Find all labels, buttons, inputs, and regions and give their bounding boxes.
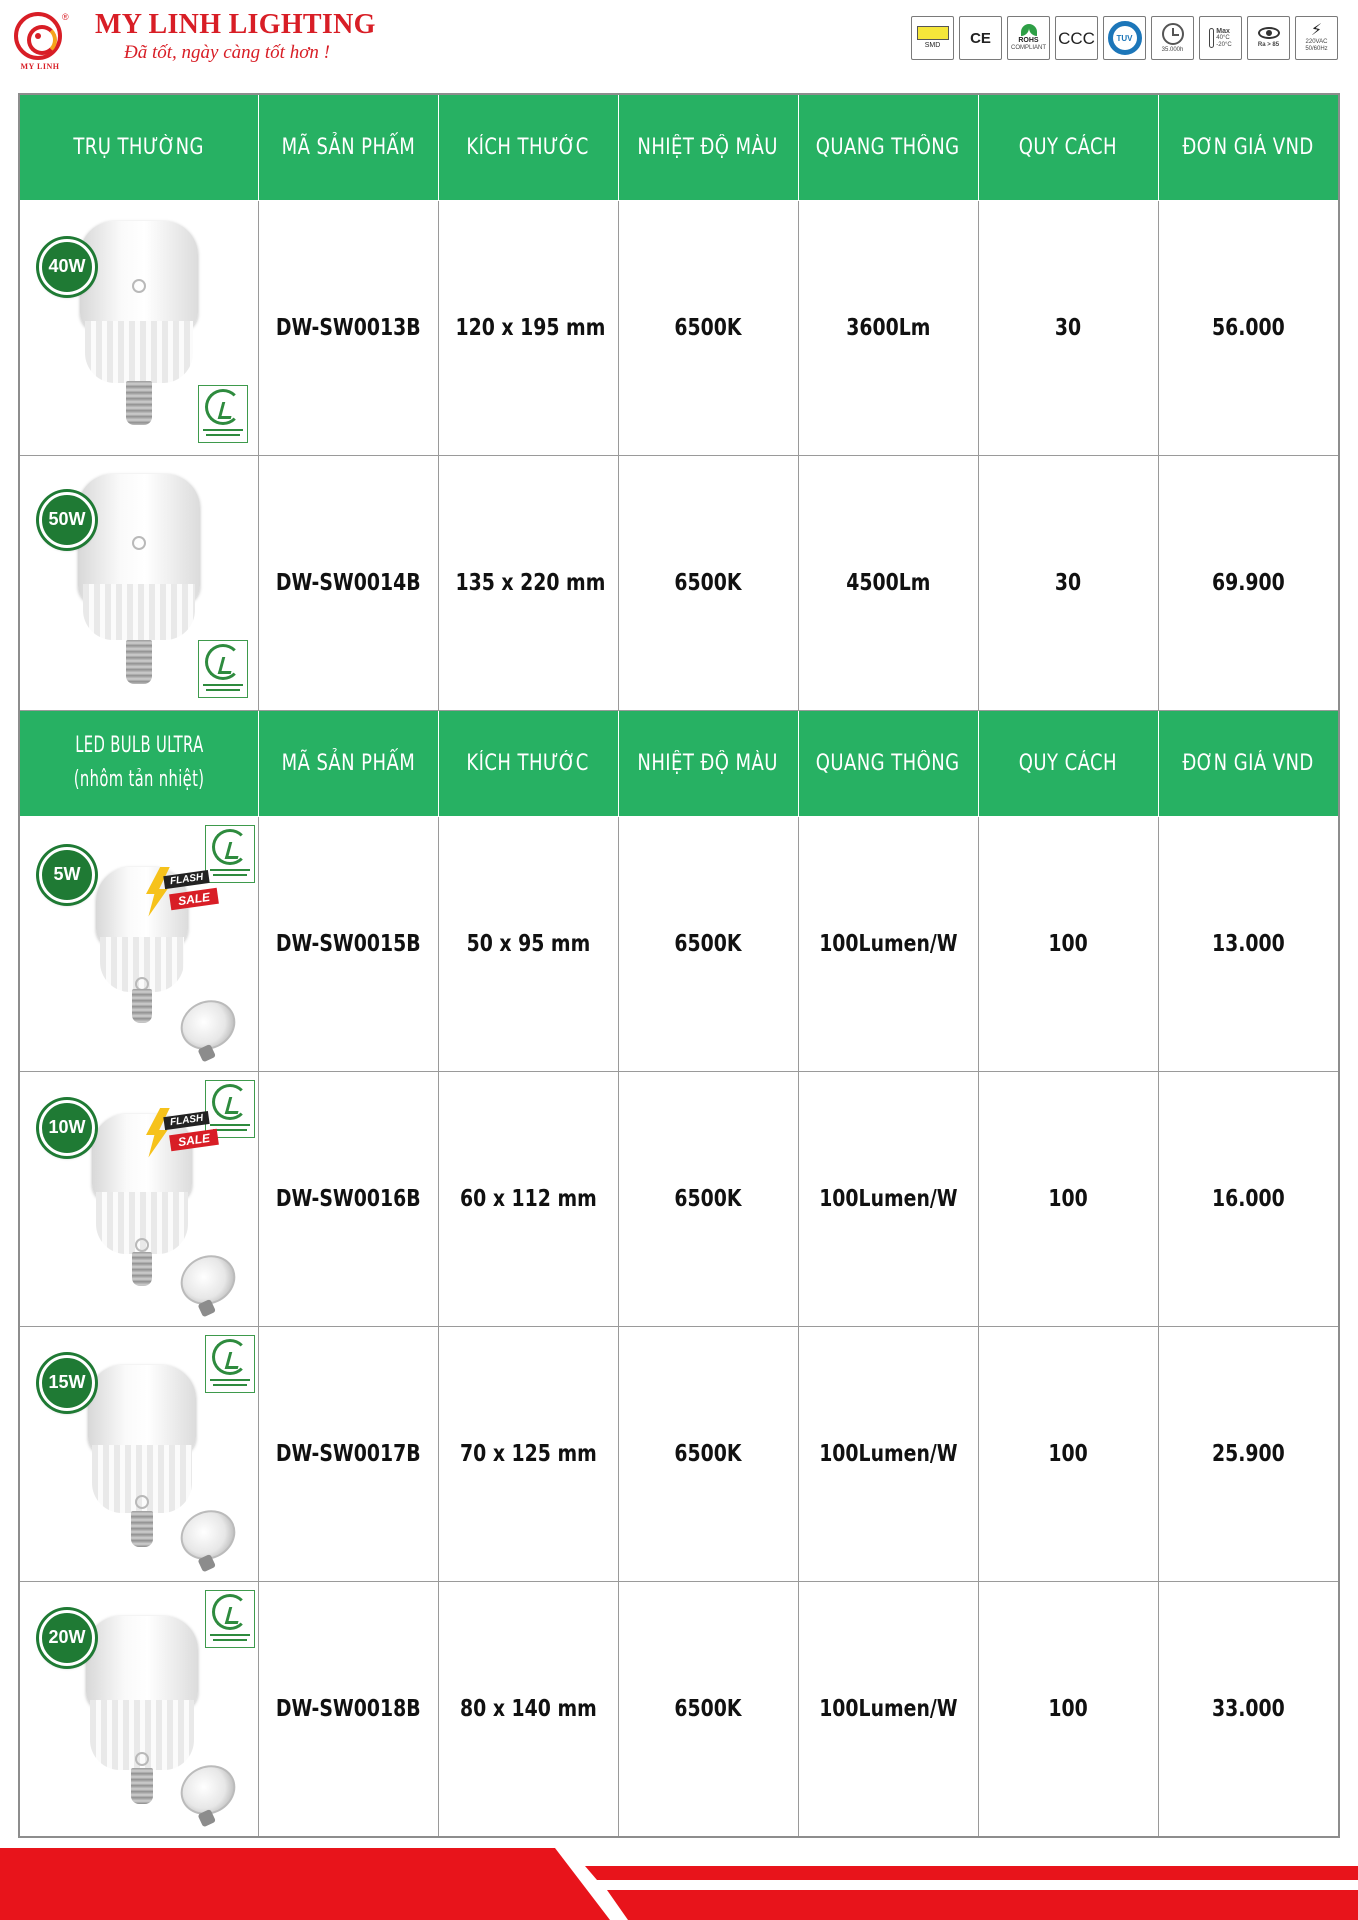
product-lumen: 100Lumen/W <box>798 1326 978 1581</box>
product-row <box>19 1326 1339 1581</box>
product-pack: 30 <box>978 455 1158 710</box>
price-table <box>18 93 1340 1838</box>
product-lumen: 100Lumen/W <box>798 1581 978 1837</box>
section-title: TRỤ THƯỜNG <box>19 94 258 200</box>
product-size: 70 x 125 mm <box>438 1326 618 1581</box>
column-header-lumen: QUANG THÔNG <box>798 710 978 816</box>
column-header-price: ĐƠN GIÁ VND <box>1158 710 1339 816</box>
page-header <box>0 0 1358 88</box>
column-header-pack: QUY CÁCH <box>978 710 1158 816</box>
product-price: 69.900 <box>1158 455 1339 710</box>
wattage-badge: 5W <box>39 847 95 903</box>
product-image-cell <box>19 816 258 1071</box>
column-header-code: MÃ SẢN PHẨM <box>258 94 438 200</box>
product-pack: 30 <box>978 200 1158 455</box>
lifetime-clock-icon: 35.000h <box>1151 16 1194 60</box>
column-header-lumen: QUANG THÔNG <box>798 94 978 200</box>
section-title: LED BULB ULTRA (nhôm tản nhiệt) <box>19 710 258 816</box>
wattage-badge: 10W <box>39 1100 95 1156</box>
flash-sale-badge: FLASH SALE <box>146 867 216 917</box>
column-header-price: ĐƠN GIÁ VND <box>1158 94 1339 200</box>
product-pack: 100 <box>978 1581 1158 1837</box>
section-header-row <box>19 94 1339 200</box>
brand-logo-icon: MY LINH <box>14 12 64 74</box>
quality-seal-icon <box>205 1590 255 1648</box>
product-price: 16.000 <box>1158 1071 1339 1326</box>
product-price: 25.900 <box>1158 1326 1339 1581</box>
smd-chip-icon: SMD <box>911 16 954 60</box>
product-code: DW-SW0013B <box>258 200 438 455</box>
product-row <box>19 1071 1339 1326</box>
tuv-mark-icon: TUV <box>1103 16 1146 60</box>
wattage-badge: 50W <box>39 492 95 548</box>
product-price: 33.000 <box>1158 1581 1339 1837</box>
product-lumen: 100Lumen/W <box>798 816 978 1071</box>
product-lumen: 100Lumen/W <box>798 1071 978 1326</box>
power-bolt-icon: ⚡ 220VAC 50/60Hz <box>1295 16 1338 60</box>
product-color-temp: 6500K <box>618 816 798 1071</box>
section-header-row <box>19 710 1339 816</box>
product-image-cell <box>19 1581 258 1837</box>
product-lumen: 3600Lm <box>798 200 978 455</box>
product-pack: 100 <box>978 816 1158 1071</box>
brand-slogan: Đã tốt, ngày càng tốt hơn ! <box>124 42 330 63</box>
product-color-temp: 6500K <box>618 200 798 455</box>
product-color-temp: 6500K <box>618 1071 798 1326</box>
rohs-leaf-icon: ROHS COMPLIANT <box>1007 16 1050 60</box>
flash-sale-badge: FLASH SALE <box>146 1108 216 1158</box>
product-image-cell <box>19 455 258 710</box>
quality-seal-icon <box>198 385 248 443</box>
product-color-temp: 6500K <box>618 1581 798 1837</box>
quality-seal-icon <box>198 640 248 698</box>
product-image-cell <box>19 1071 258 1326</box>
product-row <box>19 200 1339 455</box>
quality-seal-icon <box>205 1335 255 1393</box>
product-size: 80 x 140 mm <box>438 1581 618 1837</box>
eye-cri-icon: Ra > 85 <box>1247 16 1290 60</box>
product-image-cell <box>19 1326 258 1581</box>
product-row <box>19 816 1339 1071</box>
column-header-size: KÍCH THƯỚC <box>438 94 618 200</box>
column-header-pack: QUY CÁCH <box>978 94 1158 200</box>
product-row <box>19 455 1339 710</box>
product-size: 50 x 95 mm <box>438 816 618 1071</box>
column-header-color-temp: NHIỆT ĐỘ MÀU <box>618 710 798 816</box>
thermometer-icon: Max 40°C -20°C <box>1199 16 1242 60</box>
product-price: 56.000 <box>1158 200 1339 455</box>
product-code: DW-SW0016B <box>258 1071 438 1326</box>
bulb-image <box>78 474 200 689</box>
registered-mark: ® <box>62 12 69 22</box>
product-size: 120 x 195 mm <box>438 200 618 455</box>
product-code: DW-SW0018B <box>258 1581 438 1837</box>
product-size: 135 x 220 mm <box>438 455 618 710</box>
product-size: 60 x 112 mm <box>438 1071 618 1326</box>
ccc-mark-icon: CCC <box>1055 16 1098 60</box>
wattage-badge: 40W <box>39 239 95 295</box>
wattage-badge: 20W <box>39 1610 95 1666</box>
column-header-code: MÃ SẢN PHẨM <box>258 710 438 816</box>
product-color-temp: 6500K <box>618 1326 798 1581</box>
brand-title: MY LINH LIGHTING <box>95 9 376 40</box>
product-image-cell <box>19 200 258 455</box>
product-lumen: 4500Lm <box>798 455 978 710</box>
column-header-color-temp: NHIỆT ĐỘ MÀU <box>618 94 798 200</box>
product-pack: 100 <box>978 1326 1158 1581</box>
ce-mark-icon: CE <box>959 16 1002 60</box>
product-color-temp: 6500K <box>618 455 798 710</box>
column-header-size: KÍCH THƯỚC <box>438 710 618 816</box>
product-code: DW-SW0017B <box>258 1326 438 1581</box>
certification-icons <box>911 16 1338 60</box>
bulb-image <box>80 221 198 427</box>
product-price: 13.000 <box>1158 816 1339 1071</box>
product-pack: 100 <box>978 1071 1158 1326</box>
wattage-badge: 15W <box>39 1355 95 1411</box>
product-row <box>19 1581 1339 1837</box>
product-code: DW-SW0014B <box>258 455 438 710</box>
product-code: DW-SW0015B <box>258 816 438 1071</box>
footer-decoration <box>0 1848 1358 1920</box>
